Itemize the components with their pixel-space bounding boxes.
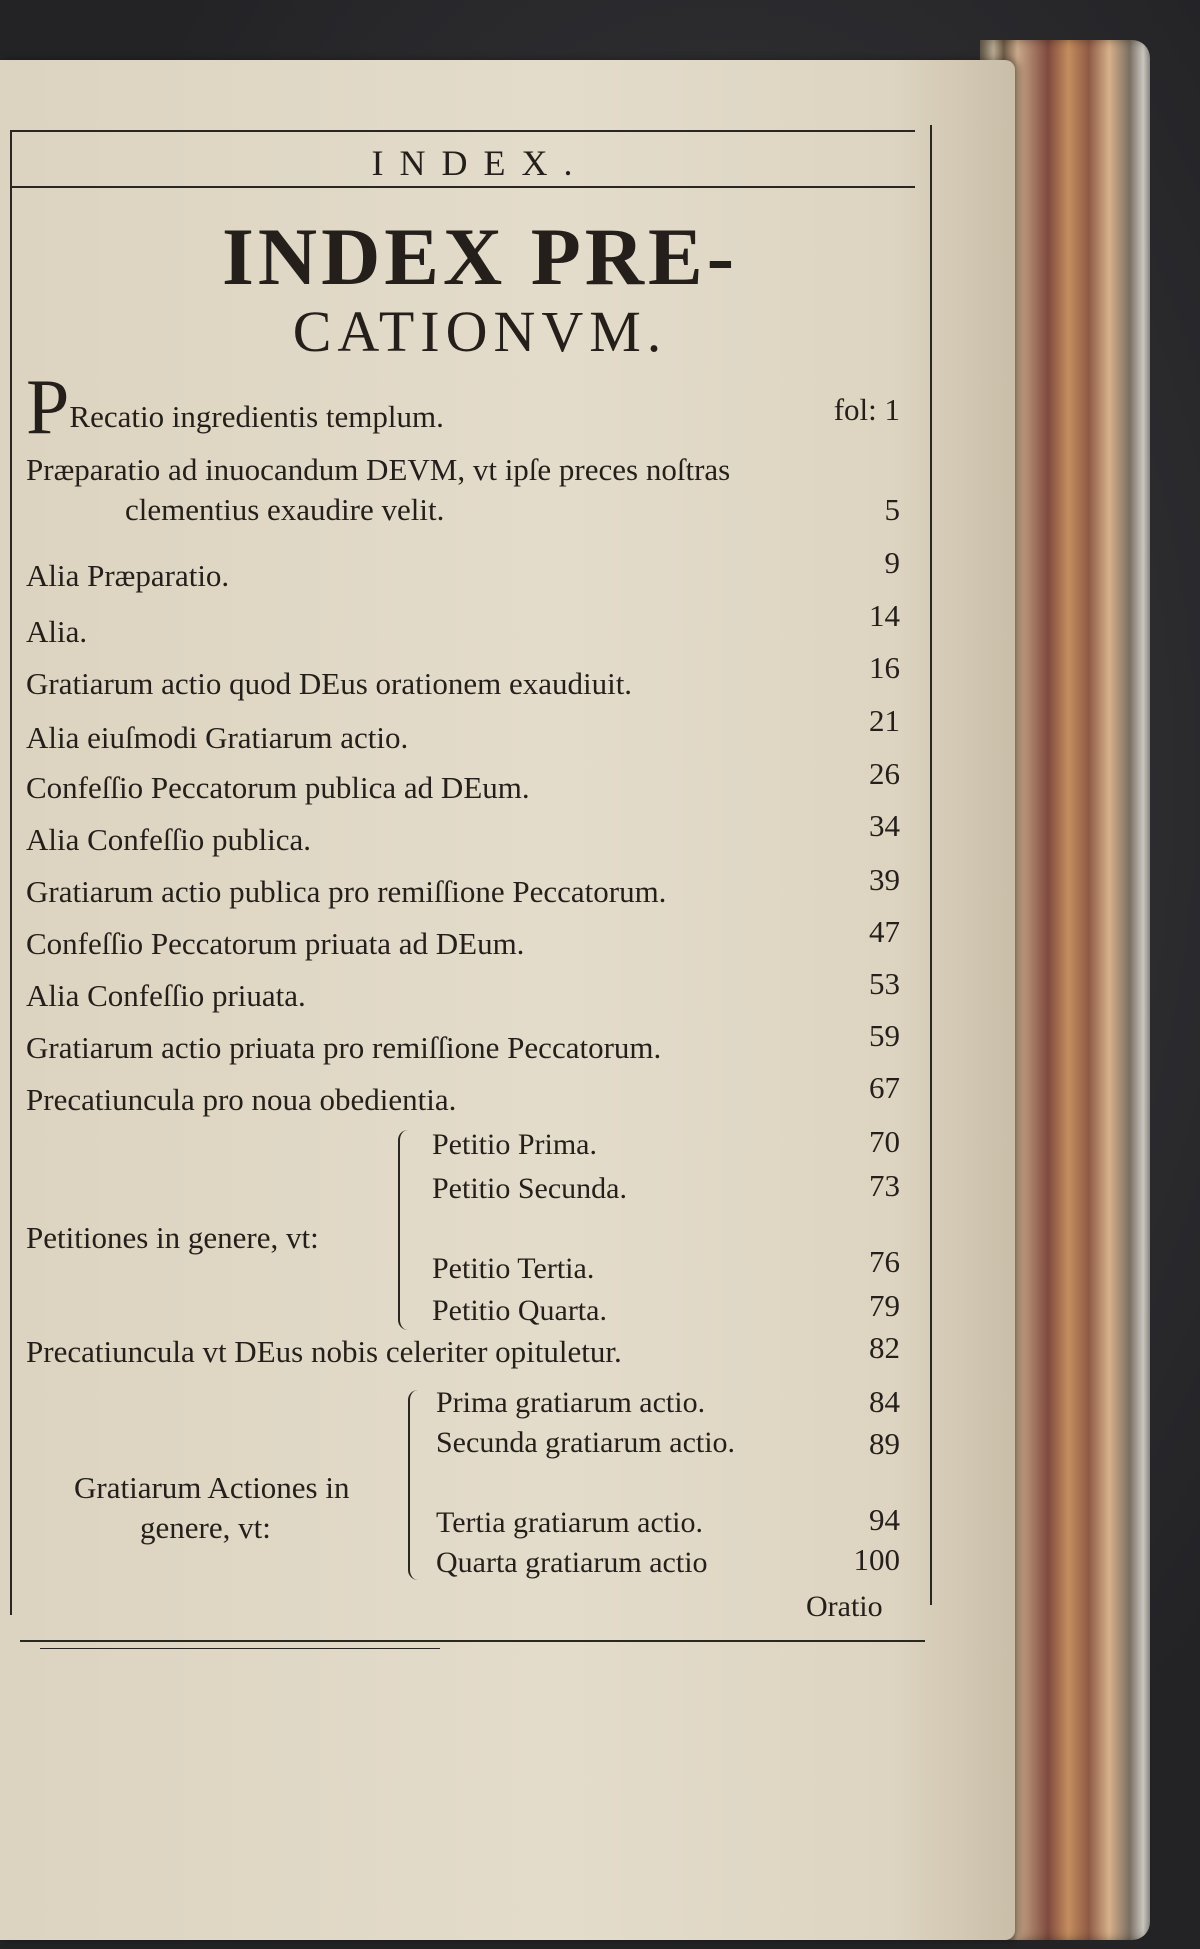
frame-rule-top [10, 130, 915, 132]
petitions-label: Petitiones in genere, vt: [26, 1220, 319, 1255]
petitions-brace [398, 1130, 414, 1330]
gratiarum-item: Prima gratiarum actio. [436, 1386, 706, 1419]
entry-folio: 73 [869, 1168, 900, 1203]
frame-rule-bottom [20, 1640, 925, 1642]
petition-item: Petitio Tertia. [432, 1252, 595, 1285]
entry-folio: 53 [869, 966, 900, 1001]
gratiarum-item: Tertia gratiarum actio. [436, 1506, 703, 1539]
entry-folio: 82 [869, 1330, 900, 1365]
petition-item: Petitio Prima. [432, 1128, 597, 1161]
index-entry: Alia Confeſſio publica. [26, 822, 311, 857]
entry-folio: 100 [853, 1542, 900, 1577]
index-entry: Precatiuncula pro noua obedientia. [26, 1082, 457, 1117]
petition-item: Petitio Secunda. [432, 1172, 627, 1205]
index-entry: Alia Confeſſio priuata. [26, 978, 306, 1013]
entry-folio: 16 [869, 650, 900, 685]
index-entry: Gratiarum actio priuata pro remiſſione Peccatorum. [26, 1030, 662, 1065]
gratiarum-brace [408, 1390, 424, 1580]
index-entry [26, 363, 444, 450]
entry-folio: 89 [869, 1426, 900, 1461]
petition-item: Petitio Quarta. [432, 1294, 607, 1327]
index-entry: Confeſſio Peccatorum publica ad DEum. [26, 770, 530, 805]
index-entry: Præparatio ad inuocandum DEVM, vt ipſe preces noſtras [26, 452, 731, 487]
entry-folio: 34 [869, 808, 900, 843]
entry-folio: 47 [869, 914, 900, 949]
entry-text: Recatio ingredientis templum. [69, 399, 444, 434]
index-entry: Gratiarum actio publica pro remiſſione Peccatorum. [26, 874, 667, 909]
catchword: Oratio [806, 1590, 883, 1623]
index-entry-continuation: clementius exaudire velit. [125, 492, 445, 527]
index-entry: Alia Præparatio. [26, 558, 230, 593]
index-entry: Alia. [26, 614, 88, 649]
index-entry: Precatiuncula vt DEus nobis celeriter opituletur. [26, 1334, 622, 1369]
gratiarum-item: Secunda gratiarum actio. [436, 1426, 736, 1459]
drop-cap: P [26, 363, 70, 450]
index-entry: Alia eiuſmodi Gratiarum actio. [26, 720, 409, 755]
frame-rule-bottom-inner [40, 1648, 440, 1649]
entry-folio: 21 [869, 703, 900, 738]
entry-folio: 84 [869, 1384, 900, 1419]
entry-folio: 14 [869, 598, 900, 633]
index-entry: Gratiarum actio quod DEus orationem exaudiuit. [26, 666, 633, 701]
entry-folio: 94 [869, 1502, 900, 1537]
running-head: INDEX. [371, 143, 589, 183]
index-title-line-1: INDEX PRE- [221, 211, 739, 302]
entry-folio: 70 [869, 1124, 900, 1159]
gratiarum-label-line-2: genere, vt: [140, 1510, 271, 1545]
gratiarum-label-line-1: Gratiarum Actiones in [74, 1470, 350, 1505]
frame-rule-under-head [10, 186, 915, 188]
entry-folio: 26 [869, 756, 900, 791]
entry-folio: 76 [869, 1244, 900, 1279]
index-entry: Confeſſio Peccatorum priuata ad DEum. [26, 926, 525, 961]
entry-folio: 5 [884, 492, 900, 527]
gratiarum-item: Quarta gratiarum actio [436, 1546, 708, 1579]
entry-folio: 9 [884, 545, 900, 580]
entry-folio: 67 [869, 1070, 900, 1105]
entry-folio: 39 [869, 862, 900, 897]
index-title-line-2: CATIONVM. [292, 299, 668, 364]
entry-folio: 79 [869, 1288, 900, 1323]
entry-folio: fol: 1 [833, 392, 900, 427]
entry-folio: 59 [869, 1018, 900, 1053]
